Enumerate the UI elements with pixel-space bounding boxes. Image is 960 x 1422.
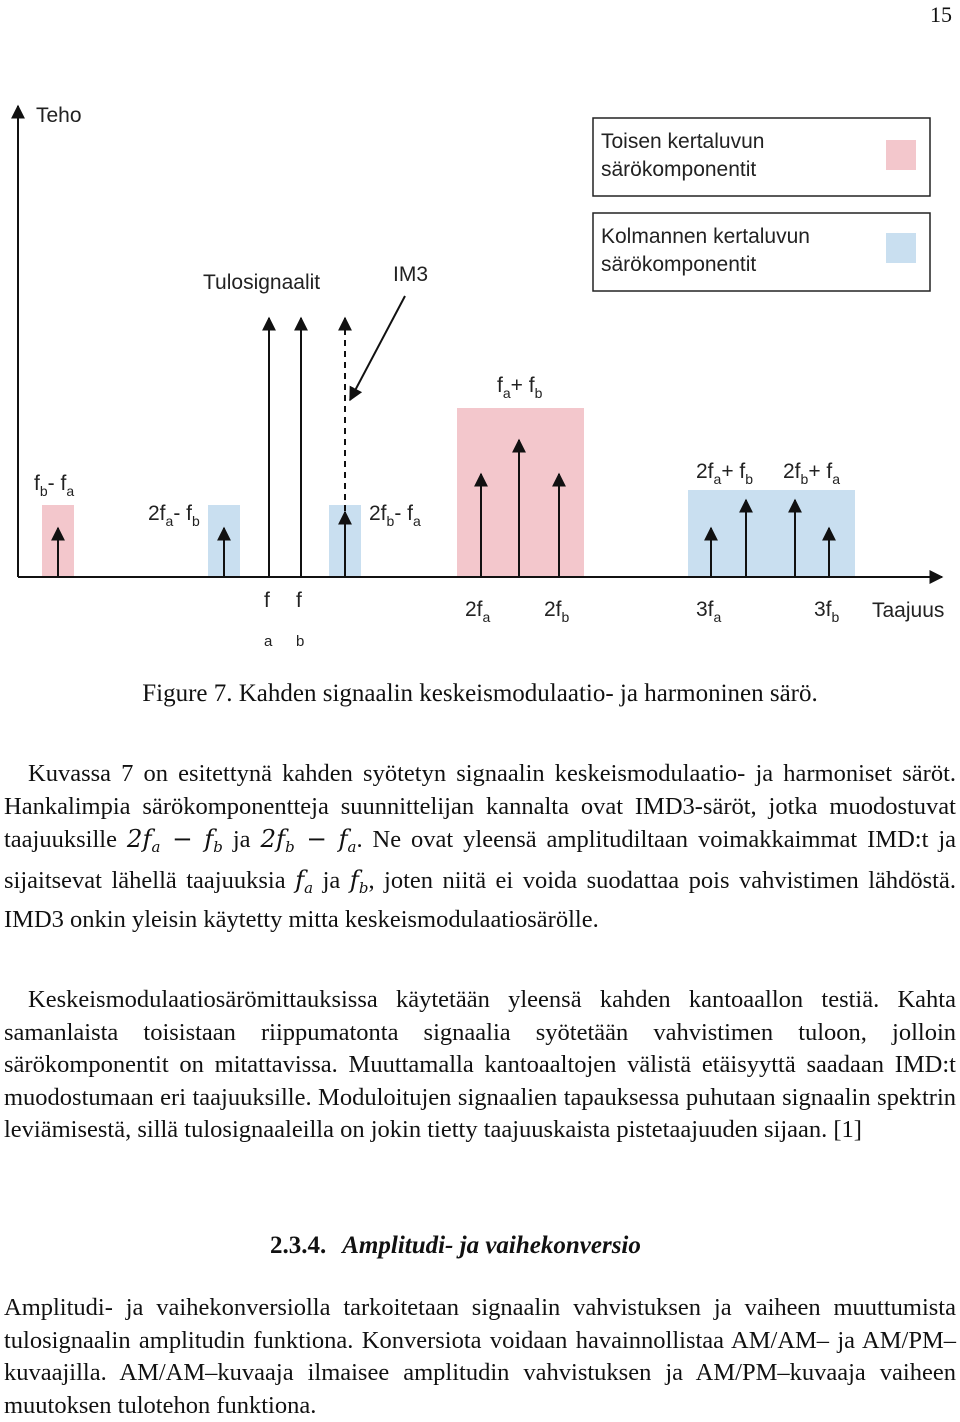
tick-2fa: $2f_a$ [465,598,491,625]
legend-swatch-second-order [886,140,916,170]
figure-caption: Figure 7. Kahden signaalin keskeismodulaatio- ja harmoninen särö. [142,680,818,707]
paragraph-2-text: Keskeismodulaatiosärömittauksissa käytetään yleensä kahden kantoaallon testiä. Kahta samanlaista toisistaan riippumatonta signaalia syötetään vahvistimen tuloon, jolloin särökomponentit on mitattavissa. Muuttamalla kantoaaltojen välistä etäisyyttä saadaan IMD:t muodostumaan eri taajuuksille. Moduloitujen signaalien tapauksessa puhutaan signaalin spektrin leviämisestä, sillä tulosignaaleilla on jokin tietty taajuuskaista pistetaajuuden sijaan. [1] [4,986,956,1143]
x-axis-label: Taajuus [872,599,945,622]
label-2fa-minus-fb: $2f_a-$ $f_b$ [148,502,200,529]
label-tulosignaalit: Tulosignaalit [203,271,321,294]
label-fb-minus-fa: $f_b-$ $f_a$ [34,472,75,499]
paragraph-1-text-d: ja [313,866,350,894]
tick-fa: f [264,589,270,612]
im3-pointer-arrow [350,296,405,400]
tick-2fb: $2f_b$ [544,598,570,625]
label-2fb-plus-fa: $2f_b+ f_a$ [783,460,841,487]
label-im3: IM3 [393,263,429,286]
page-number: 15 [930,2,952,27]
band-fa-plus-fb [457,408,584,577]
legend-third-order-line1: Kolmannen kertaluvun [601,225,810,248]
label-fa-plus-fb: $f_a+ f_b$ [497,374,543,401]
tick-3fb: $3f_b$ [814,598,840,625]
tick-3fa: $3f_a$ [696,598,722,625]
section-number: 2.3.4. [270,1232,327,1259]
tick-fa-sub: a [264,633,273,650]
section-title: Amplitudi- ja vaihekonversio [342,1232,641,1259]
label-2fb-minus-fa: $2f_b-$ $f_a$ [369,502,421,529]
spectrum-diagram [0,0,960,670]
legend-second-order-line1: Toisen kertaluvun [601,130,765,153]
paragraph-1-text-e: , joten niitä ei voida suodattaa pois vahvistimen lähdöstä. IMD3 onkin yleisin käytetty mitta keskeismodulaatiosärölle. [4,866,956,933]
spectrum-figure [0,0,960,670]
paragraph-1-text-b: ja [222,826,261,853]
paragraph-3: Amplitudi- ja vaihekonversiolla tarkoitetaan signaalin vahvistuksen ja vaiheen muuttumista tulosignaalin amplitudin funktiona. Konversiota voidaan havainnollistaa AM/AM– ja AM/PM–kuvaajilla. AM/AM–kuvaaja ilmaisee amplitudin vahvistuksen ja AM/PM–kuvaaja vaiheen muutoksen tulotehon funktiona. [4,1294,956,1419]
math-2fb-minus-fa: $2f_b - f_a$ [260,824,357,856]
math-fa: $f_a$ [295,864,314,897]
y-axis-label: Teho [36,104,82,127]
legend-second-order-line2: särökomponentit [601,158,757,181]
math-fb: $f_b$ [349,864,369,897]
label-2fa-plus-fb: $2f_a+ f_b$ [696,460,754,487]
paragraph-1 [4,758,956,937]
paragraph-1-text-c: . Ne ovat yleensä amplitudiltaan voimakkaimmat IMD:t ja sijaitsevat lähellä taajuuksia [4,826,957,894]
legend-swatch-third-order [886,233,916,263]
tick-fb-sub: b [296,633,305,650]
paragraph-1-text-a: Kuvassa 7 on esitettynä kahden syötetyn signaalin keskeismodulaatio- ja harmoniset säröt. Hankalimpia särökomponentteja suunnittelijan kannalta ovat IMD3-säröt, jotka muodostuvat taajuuksille [4,760,956,853]
tick-fb: f [296,589,302,612]
math-2fa-minus-fb: $2f_a - f_b$ [126,824,223,856]
legend-third-order-line2: särökomponentit [601,253,757,276]
section-heading [270,1232,641,1260]
paragraph-2 [4,984,956,1147]
